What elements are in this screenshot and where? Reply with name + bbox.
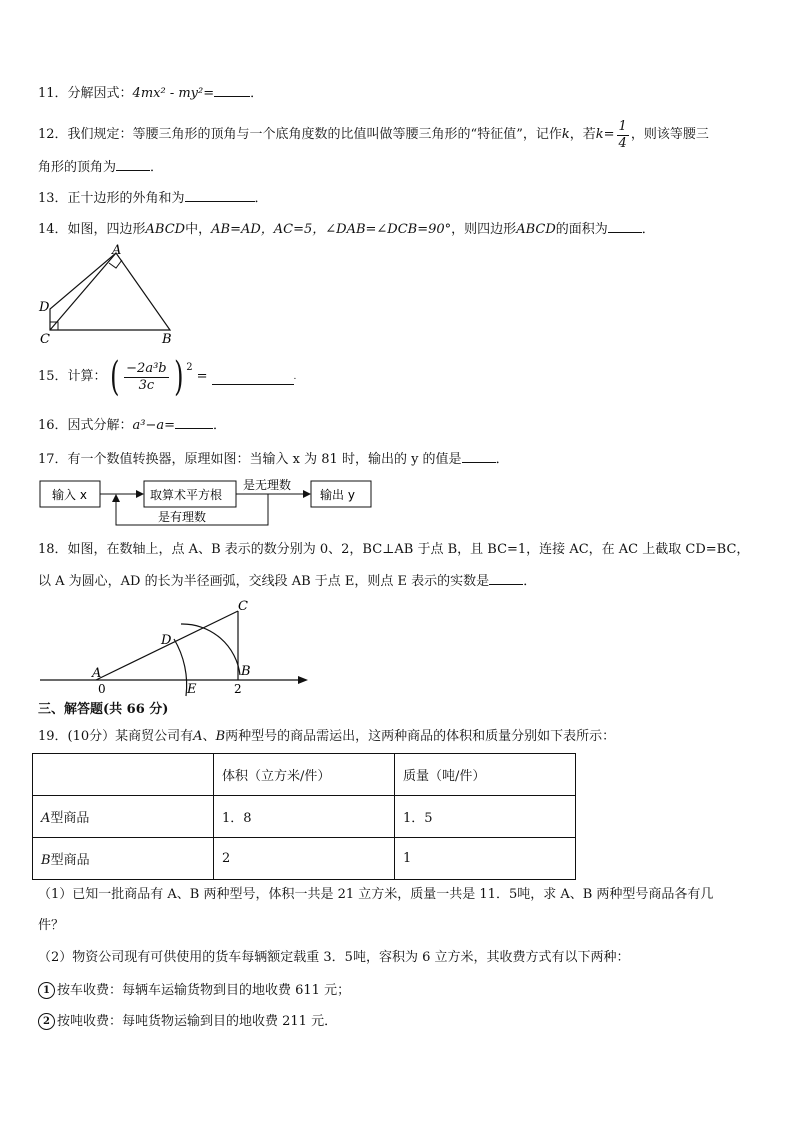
question-12-cont: 角形的顶角为 ． — [38, 156, 163, 178]
question-19-part1: （1）已知一批商品有 A、B 两种型号，体积一共是 21 立方米，质量一共是 11．5吨，求 A、B 两种型号商品各有几 — [38, 887, 714, 902]
label-b: B — [241, 664, 251, 679]
option-1: 1 按车收费：每辆车运输货物到目的地收费 611 元； — [38, 981, 350, 1001]
rational-label: 是有理数 — [158, 510, 207, 524]
answer-blank[interactable] — [175, 414, 213, 429]
table-header-row: 体积（立方米/件） 质量（吨/件） — [33, 754, 576, 796]
label-d: D — [39, 300, 50, 315]
process-label: 取算术平方根 — [150, 488, 223, 502]
number-line-figure — [36, 594, 310, 698]
converter-flowchart — [36, 472, 376, 530]
question-19: 19．(10分）某商贸公司有A、B两种型号的商品需运出，这两种商品的体积和质量分别如下表所示： — [38, 729, 616, 744]
answer-blank[interactable] — [212, 370, 294, 385]
label-a: A — [112, 243, 122, 258]
goods-table — [32, 753, 576, 880]
fraction-one-quarter: $\frac{1}{4}$ — [618, 118, 627, 151]
question-19-part2: （2）物资公司现有可供使用的货车每辆额定载重 3．5吨，容积为 6 立方米，其收费方式有以下两种： — [38, 950, 630, 965]
answer-blank[interactable] — [116, 156, 150, 171]
irrational-label: 是无理数 — [243, 478, 292, 492]
question-18-line1: 18．如图，在数轴上，点 A、B 表示的数分别为 0、2，BC⊥AB 于点 B，且 BC=1，连接 AC，在 AC 上截取 CD=BC， — [38, 542, 750, 557]
question-16: 16．因式分解：a³−a= ． — [38, 414, 226, 436]
question-11: 11．分解因式：4mx² - my²= ． — [38, 82, 263, 104]
label-c: C — [40, 332, 50, 347]
label-d: D — [161, 633, 172, 648]
answer-blank[interactable] — [489, 570, 523, 585]
label-e: E — [187, 682, 197, 697]
answer-blank[interactable] — [185, 187, 255, 202]
tick-two: 2 — [234, 682, 242, 696]
answer-blank[interactable] — [214, 82, 250, 97]
figure-outline — [50, 253, 170, 330]
output-label: 输出 y — [320, 488, 355, 502]
question-17: 17．有一个数值转换器，原理如图：当输入 x 为 81 时，输出的 y 的值是 ． — [38, 448, 509, 470]
arrow-head — [303, 490, 311, 498]
circled-number-1: 1 — [38, 982, 55, 999]
question-19-part1-cont: 件？ — [38, 918, 65, 933]
arc-ae — [174, 639, 187, 696]
right-paren: ) — [173, 354, 184, 400]
arrow-head — [136, 490, 144, 498]
option-2: 2 按吨收费：每吨货物运输到目的地收费 211 元． — [38, 1012, 337, 1032]
table-row: A型商品 1．8 1．5 — [33, 796, 576, 838]
question-12: 12．我们规定：等腰三角形的顶角与一个底角度数的比值叫做等腰三角形的“特征值”，记作 k ，若 k= $\frac{1}{4}$ ，则该等腰三 — [38, 118, 709, 151]
arc-cd — [181, 624, 240, 675]
question-18-line2: 以 A 为圆心，AD 的长为半径画弧，交线段 AB 于点 E，则点 E 表示的实数是 ． — [38, 570, 536, 592]
answer-blank[interactable] — [608, 218, 642, 233]
diagonal-ac — [50, 253, 116, 330]
left-paren: ( — [109, 354, 120, 400]
label-a: A — [92, 666, 102, 681]
answer-blank[interactable] — [462, 448, 496, 463]
input-label: 输入 x — [52, 488, 87, 502]
table-row: B型商品 2 1 — [33, 838, 576, 880]
question-14: 14．如图，四边形ABCD中，AB=AD，AC=5，∠DAB=∠DCB=90°，则四边形ABCD的面积为 ． — [38, 218, 655, 240]
right-angle-a — [109, 260, 122, 268]
question-15: 15．计算： ( $\frac{\text{−2a³b}}{3c}$ ) 2 = . — [38, 354, 297, 400]
section-heading: 三、解答题(共 66 分) — [38, 702, 169, 717]
number-line-arrow — [298, 676, 308, 684]
arrow-head-up — [112, 494, 120, 502]
q11-expression: 4mx² - my²= — [132, 86, 215, 101]
fraction-expression: $\frac{\text{−2a³b}}{3c}$ — [126, 360, 167, 393]
quadrilateral-figure — [36, 242, 182, 348]
label-b: B — [162, 332, 172, 347]
question-13: 13．正十边形的外角和为 ． — [38, 187, 268, 209]
circled-number-2: 2 — [38, 1013, 55, 1030]
tick-zero: 0 — [98, 682, 106, 696]
label-c: C — [238, 599, 248, 614]
